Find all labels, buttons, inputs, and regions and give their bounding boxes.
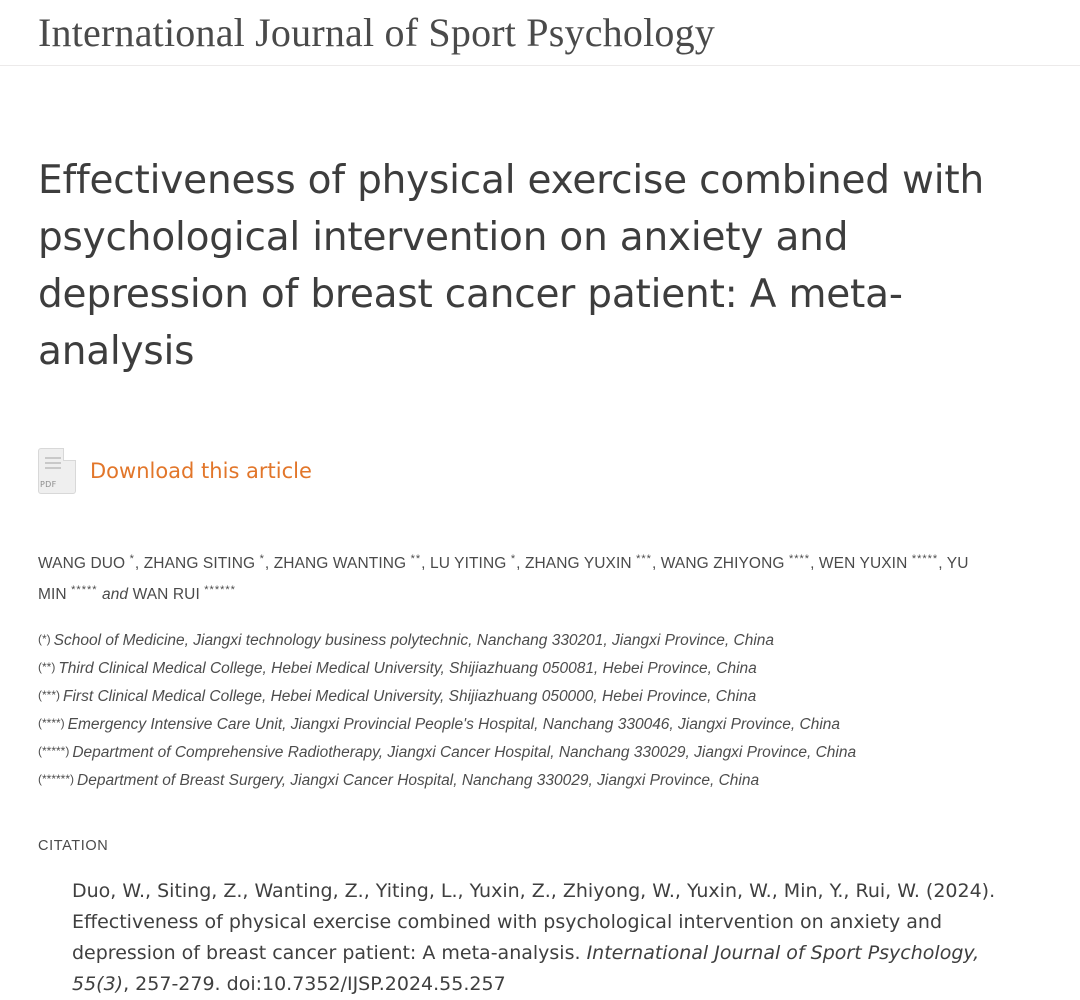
page-title: Effectiveness of physical exercise combined with psychological intervention on anxiety and depression of breast cancer patient: A meta-analysis xyxy=(38,158,984,374)
citation-part-2: , 257-279. doi:10.7352/IJSP.2024.55.257 xyxy=(123,973,506,996)
affiliation-text: School of Medicine, Jiangxi technology business polytechnic, Nanchang 330201, Jiangxi Province, China xyxy=(53,632,774,650)
affiliation-item xyxy=(38,710,1040,738)
affiliation-item xyxy=(38,682,1040,710)
affiliation-text: Third Clinical Medical College, Hebei Medical University, Shijiazhuang 050081, Hebei Province, China xyxy=(58,660,757,678)
affiliation-text: Emergency Intensive Care Unit, Jiangxi Provincial People's Hospital, Nanchang 330046, Jiangxi Province, China xyxy=(67,716,841,734)
affiliation-text: Department of Comprehensive Radiotherapy, Jiangxi Cancer Hospital, Nanchang 330029, Jiangxi Province, China xyxy=(72,744,857,762)
author-entry: ZHANG YUXIN *** xyxy=(524,553,652,573)
pdf-icon xyxy=(38,448,76,494)
affiliation-item xyxy=(38,766,1040,794)
journal-masthead xyxy=(0,0,1080,66)
affiliation-text: Department of Breast Surgery, Jiangxi Cancer Hospital, Nanchang 330029, Jiangxi Province, China xyxy=(77,772,760,790)
affiliation-list xyxy=(38,626,1040,794)
journal-title: International Journal of Sport Psychology xyxy=(38,9,715,55)
author-entry: ZHANG SITING * xyxy=(143,553,265,573)
affiliation-mark: (******) xyxy=(38,772,75,787)
author-entry: ZHANG WANTING ** xyxy=(273,553,422,573)
affiliation-mark: (***) xyxy=(38,688,61,703)
download-article-link[interactable]: Download this article xyxy=(90,459,312,483)
affiliation-mark: (****) xyxy=(38,716,65,731)
author-entry: YU MIN ***** xyxy=(38,555,969,604)
pdf-icon-label: PDF xyxy=(40,480,57,489)
affiliation-mark: (*****) xyxy=(38,744,70,759)
download-row[interactable] xyxy=(38,448,1040,494)
author-entry: WANG ZHIYONG **** xyxy=(660,553,811,573)
citation-label: CITATION xyxy=(38,838,109,855)
affiliation-mark: (*) xyxy=(38,632,51,647)
author-list: WANG DUO *, ZHANG SITING *, ZHANG WANTING **, LU YITING *, ZHANG YUXIN ***, WANG ZHIYONG ****, WEN YUXIN *****, YU MIN ***** and WAN RUI ****** xyxy=(38,553,969,604)
authors-conjunction: and xyxy=(101,586,129,604)
author-entry: WANG DUO * xyxy=(38,553,135,573)
affiliation-item xyxy=(38,738,1040,766)
citation-journal: International Journal of Sport Psychology, 55(3) xyxy=(72,942,980,996)
article-content xyxy=(0,152,1080,1000)
author-entry: WEN YUXIN ***** xyxy=(818,553,939,573)
author-entry: WAN RUI ****** xyxy=(132,584,236,604)
affiliation-item xyxy=(38,626,1040,654)
citation-text xyxy=(72,876,1007,1000)
affiliation-mark: (**) xyxy=(38,660,56,675)
affiliation-text: First Clinical Medical College, Hebei Medical University, Shijiazhuang 050000, Hebei Province, China xyxy=(63,688,757,706)
author-entry: LU YITING * xyxy=(429,553,517,573)
affiliation-item xyxy=(38,654,1040,682)
citation-part-1: Duo, W., Siting, Z., Wanting, Z., Yiting, L., Yuxin, Z., Zhiyong, W., Yuxin, W., Min, Y., Rui, W. (2024). Effectiveness of physical exercise combined with psychological intervention on anxiety and depression of breast cancer patient: A meta-analysis. xyxy=(72,880,996,965)
